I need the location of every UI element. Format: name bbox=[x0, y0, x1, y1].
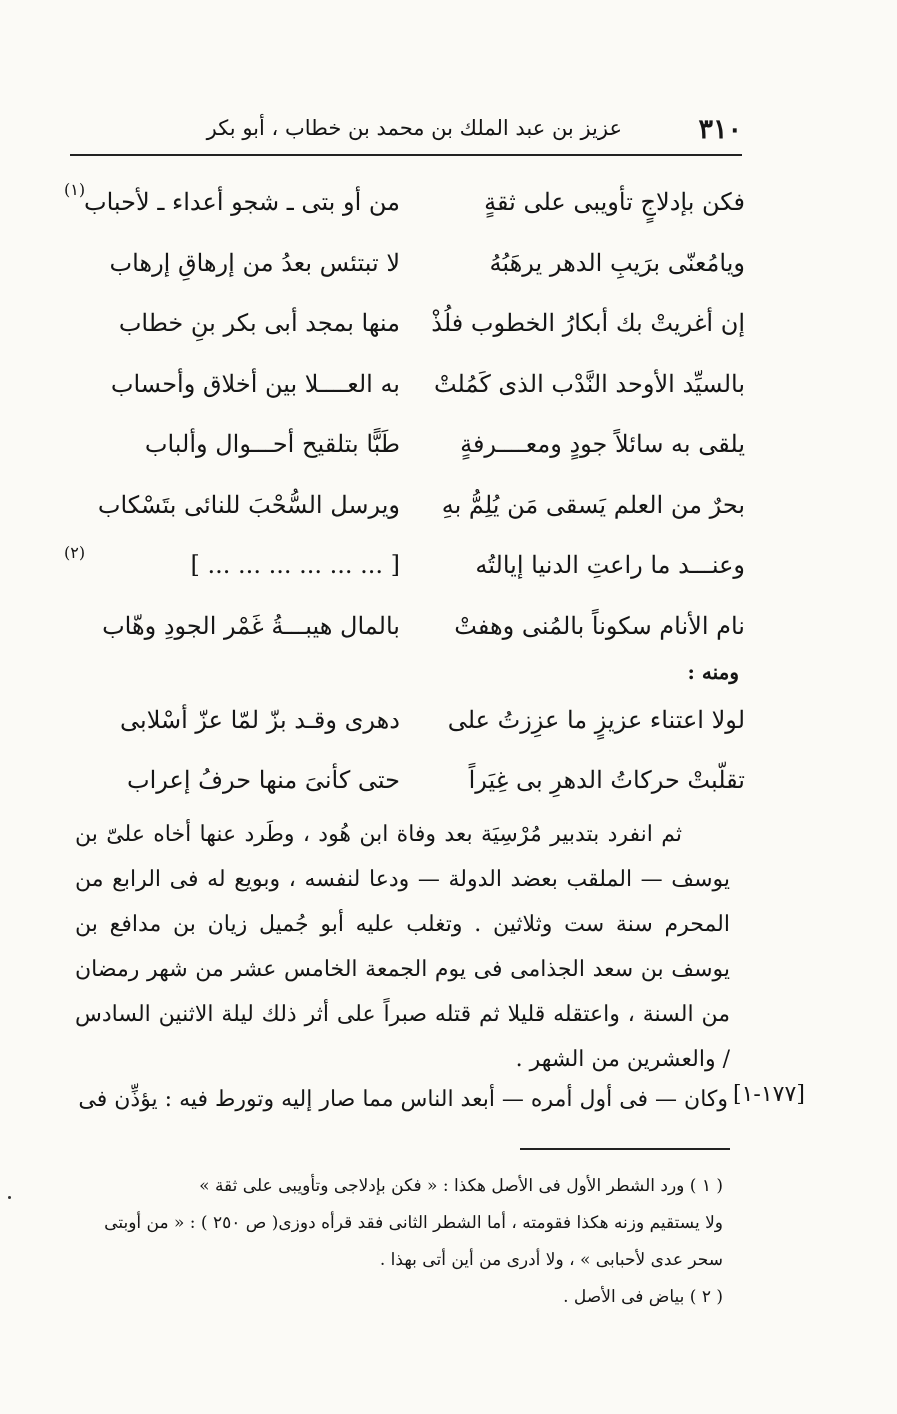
verse-first-hemistich: يلقى به سائلاً جودٍ ومعــــرفةٍ bbox=[460, 430, 745, 458]
verse-second-hemistich: لا تبتئس بعدُ من إرهاقِ إرهاب bbox=[109, 248, 400, 277]
verse-line bbox=[70, 293, 745, 354]
prose-continuation: وكان — فى أول أمره — أبعد الناس مما صار إليه وتورط فيه : يؤذِّن فى bbox=[78, 1087, 728, 1112]
verse-first-hemistich: إن أغريتْ بك أبكارُ الخطوب فلُذْ bbox=[431, 309, 745, 337]
footnote-line: ( ١ ) ورد الشطر الأول فى الأصل هكذا : « فكن بإدلاجى وتأويبى على ثقة » bbox=[199, 1176, 723, 1196]
verse-first-hemistich: بحرٌ من العلم يَسقى مَن يُلِمُّ بهِ bbox=[441, 490, 745, 519]
manuscript-folio-reference: [١٧٧-١] bbox=[733, 1082, 805, 1107]
footnote-line: سحر عدى لأحبابى » ، ولا أدرى من أين أتى بهذا . bbox=[379, 1250, 723, 1270]
prose-text: ثم انفرد بتدبير مُرْسِيَة بعد وفاة ابن هُود ، وطَرد عنها أخاه علىّ بن يوسف — الملقب بعضد الدولة — ودعا لنفسه ، وبويع له فى الرابع من المحرم سنة ست وثلاثين . وتغلب عليه أبو جُميل زيان بن مدافع بن يوسف بن سعد الجذامى فى يوم الجمعة الخامس عشر من شهر رمضان من السنة ، واعتقله قليلا ثم قتله صبراً على أثر ذلك ليلة الاثنين السادس / والعشرين من الشهر . bbox=[75, 822, 730, 1072]
verse-first-hemistich: بالسيِّد الأوحد النَّدْب الذى كَمُلتْ bbox=[433, 369, 745, 398]
footnote-divider bbox=[520, 1148, 730, 1150]
prose-paragraph bbox=[75, 812, 730, 1082]
verse-first-hemistich: فكن بإدلاجٍ تأويبى على ثقةٍ bbox=[484, 188, 745, 216]
running-title: عزيز بن عبد الملك بن محمد بن خطاب ، أبو بكر bbox=[206, 116, 622, 140]
verse-line bbox=[64, 535, 745, 596]
verse-first-hemistich: لولا اعتناء عزيزٍ ما عزِزتُ على bbox=[447, 706, 745, 734]
footnote-marker: (١) bbox=[64, 180, 86, 199]
verse-first-hemistich: ويامُعنّى برَيبِ الدهر يرهَبُهُ bbox=[489, 248, 745, 277]
footnote-line: ولا يستقيم وزنه هكذا فقومته ، أما الشطر الثانى فقد قرأه دوزى( ص ٢٥٠ ) : « من أوبتى bbox=[104, 1213, 723, 1233]
section-label: ومنه : bbox=[687, 660, 739, 684]
verse-first-hemistich: تقلّبتْ حركاتُ الدهرِ بى غِيَراً bbox=[468, 766, 745, 794]
page-number: ٣١٠ bbox=[698, 114, 742, 145]
verse-line bbox=[64, 172, 745, 233]
verse-line bbox=[70, 354, 745, 415]
verse-first-hemistich: نام الأنام سكوناً بالمُنى وهفتْ bbox=[454, 611, 745, 640]
running-header bbox=[70, 110, 742, 156]
verse-line bbox=[70, 690, 745, 750]
verse-first-hemistich: وعنـــد ما راعتِ الدنيا إيالتُه bbox=[475, 551, 745, 579]
verse-second-hemistich: من أو بتى ـ شجو أعداء ـ لأحباب bbox=[84, 188, 400, 216]
verse-line bbox=[70, 750, 745, 810]
footnotes bbox=[68, 1168, 723, 1316]
verse-line bbox=[70, 233, 745, 294]
footnote-line: ( ٢ ) بياض فى الأصل . bbox=[563, 1287, 723, 1307]
footnote-marker: (٢) bbox=[64, 543, 86, 562]
scan-speck bbox=[8, 1196, 11, 1199]
verse-second-hemistich: [ ... ... ... ... ... ... ] bbox=[190, 551, 400, 579]
verse-second-hemistich: طَبًّا بتلقيح أحـــوال وألباب bbox=[144, 430, 400, 458]
verse-line bbox=[70, 414, 745, 475]
verse-line bbox=[70, 475, 745, 536]
verse-second-hemistich: منها بمجد أبى بكر بنِ خطاب bbox=[118, 309, 400, 337]
poem-verses-second bbox=[70, 690, 745, 810]
verse-second-hemistich: ويرسل السُّحْبَ للنائى بتَسْكاب bbox=[97, 490, 400, 519]
poem-verses bbox=[64, 172, 745, 656]
verse-second-hemistich: حتى كأنىَ منها حرفُ إعراب bbox=[127, 766, 400, 794]
verse-second-hemistich: دهرى وقـد بزّ لمّا عزّ أسْلابى bbox=[120, 706, 400, 734]
verse-second-hemistich: بالمال هيبـــةُ غَمْر الجودِ وهّاب bbox=[102, 611, 400, 640]
verse-second-hemistich: به العــــلا بين أخلاق وأحساب bbox=[110, 369, 400, 398]
verse-line bbox=[70, 596, 745, 657]
